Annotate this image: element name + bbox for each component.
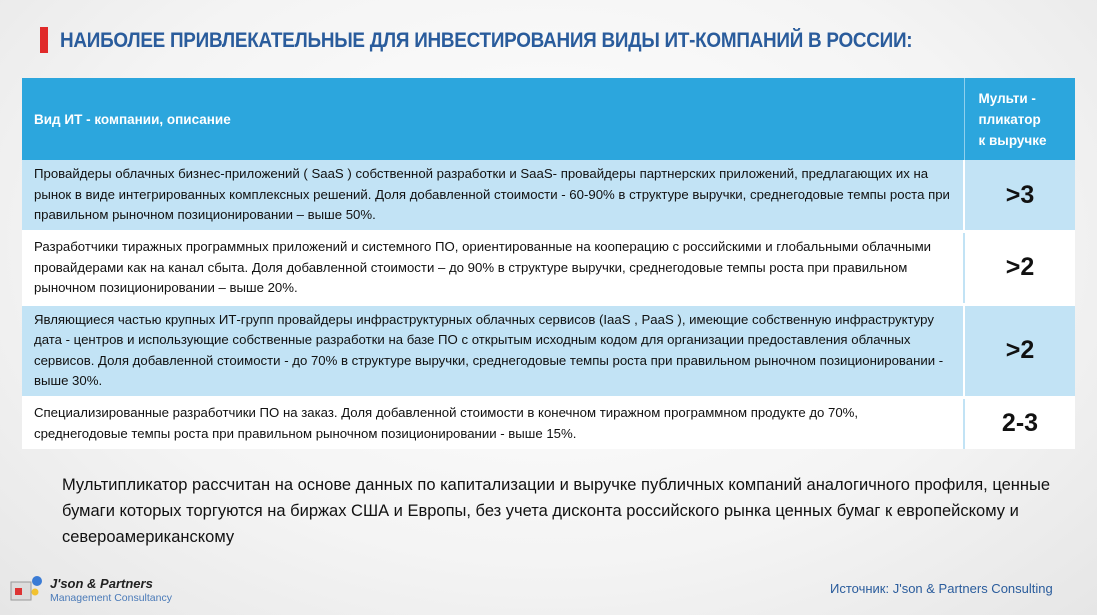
row-multiplier: 2-3 <box>964 399 1075 449</box>
header-description: Вид ИТ - компании, описание <box>22 78 964 160</box>
title-accent-bar <box>40 27 48 53</box>
row-multiplier: >2 <box>964 233 1075 303</box>
table-row <box>22 306 1075 396</box>
table-row <box>22 233 1075 303</box>
row-description: Провайдеры облачных бизнес-приложений ( SaaS ) собственной разработки и SaaS- провайдеры партнерских приложений, предлагающих их на рынок в виде интегрированных комплексных решений. Доля добавленной стоимости - 60-90% в структуре выручки, среднегодовые темпы роста при правильном рыночном позиционировании – выше 50%. <box>22 160 964 230</box>
header-multiplier-line: Мульти - <box>978 90 1036 106</box>
row-multiplier: >3 <box>964 160 1075 230</box>
header-multiplier <box>964 78 1075 160</box>
footer-note: Мультипликатор рассчитан на основе данных по капитализации и выручке публичных компаний аналогичного профиля, ценные бумаги которых торгуются на биржах США и Европы, без учета дисконта российского рынка ценных бумаг к европейскому и североамериканскому <box>62 476 1051 546</box>
table-header-row <box>22 78 1075 160</box>
row-multiplier: >2 <box>964 306 1075 396</box>
source-caption: Источник: J'son & Partners Consulting <box>830 581 1053 596</box>
header-multiplier-line: пликатор <box>978 111 1041 127</box>
it-companies-table <box>22 78 1075 449</box>
page-title: НАИБОЛЕЕ ПРИВЛЕКАТЕЛЬНЫЕ ДЛЯ ИНВЕСТИРОВАНИЯ ВИДЫ ИТ-КОМПАНИЙ В РОССИИ: <box>60 29 913 52</box>
header-multiplier-line: к выручке <box>978 132 1047 148</box>
table-row <box>22 399 1075 449</box>
logo-name: J'son & Partners <box>50 576 153 591</box>
logo-subtitle: Management Consultancy <box>50 592 172 604</box>
row-description: Являющиеся частью крупных ИТ-групп провайдеры инфраструктурных облачных сервисов (IaaS , PaaS ), имеющие собственную инфраструктуру дата - центров и использующие собственные разработки на базе ПО с открытым исходным кодом для организации предоставления облачных сервисов. Доля добавленной стоимости - до 70% в структуре выручки, среднегодовые темпы роста при правильном рыночном позиционировании - выше 30%. <box>22 306 964 396</box>
row-description: Специализированные разработчики ПО на заказ. Доля добавленной стоимости в конечном тиражном программном продукте до 70%, среднегодовые темпы роста при правильном рыночном позиционировании - выше 15%. <box>22 399 964 449</box>
logo-icon <box>10 574 44 602</box>
row-description: Разработчики тиражных программных приложений и системного ПО, ориентированные на кооперацию с российскими и глобальными облачными провайдерами как на канал сбыта. Доля добавленной стоимости – до 90% в структуре выручки, среднегодовые темпы роста при правильном рыночном позиционировании – выше 20%. <box>22 233 964 303</box>
table-row <box>22 160 1075 230</box>
